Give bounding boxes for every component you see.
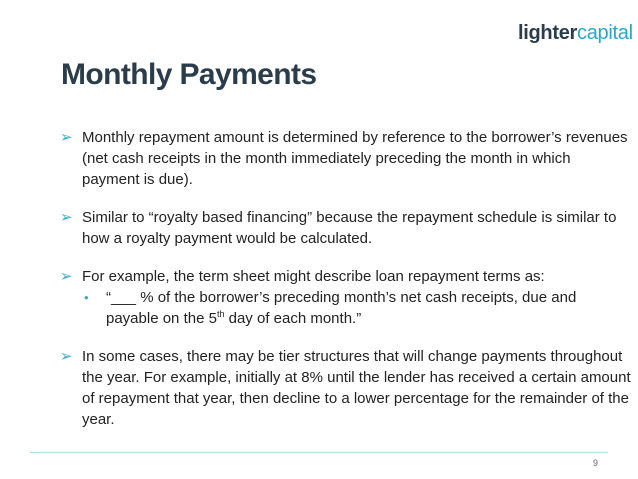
bullet-item bbox=[60, 127, 632, 190]
arrow-bullet-icon: ➢ bbox=[60, 209, 73, 226]
slide-title: Monthly Payments bbox=[61, 58, 317, 91]
logo-word-lighter: lighter bbox=[518, 22, 578, 44]
sub-bullet-text-before: “___ % of the borrower’s preceding month’s net cash receipts, due and payable on the 5 bbox=[106, 289, 577, 327]
sub-bullet-text-after: day of each month.” bbox=[224, 310, 362, 327]
bullet-item bbox=[60, 207, 632, 249]
bullet-text: In some cases, there may be tier structures that will change payments throughout the year. For example, initially at 8% until the lender has received a certain amount of repayment that year, then decline to a lower percentage for the remainder of the year. bbox=[82, 348, 631, 428]
bullet-item bbox=[60, 346, 632, 430]
dot-bullet-icon: • bbox=[84, 290, 89, 305]
slide-content bbox=[60, 127, 632, 447]
sub-bullet-superscript: th bbox=[216, 309, 225, 319]
sub-bullet-text bbox=[106, 287, 632, 329]
page-number: 9 bbox=[593, 458, 599, 468]
bullet-text: Monthly repayment amount is determined by reference to the borrower’s revenues (net cash receipts in the month immediately preceding the month in which payment is due). bbox=[82, 129, 628, 188]
arrow-bullet-icon: ➢ bbox=[60, 348, 73, 365]
bullet-text: Similar to “royalty based financing” because the repayment schedule is similar to how a royalty payment would be calculated. bbox=[82, 209, 617, 247]
logo-word-capital: capital bbox=[577, 22, 633, 44]
bullet-text: For example, the term sheet might describe loan repayment terms as: bbox=[82, 268, 545, 285]
lighter-capital-logo bbox=[518, 22, 633, 44]
arrow-bullet-icon: ➢ bbox=[60, 129, 73, 146]
arrow-bullet-icon: ➢ bbox=[60, 268, 73, 285]
footer-divider bbox=[30, 452, 608, 453]
bullet-item bbox=[60, 266, 632, 287]
sub-bullet-item bbox=[84, 287, 632, 329]
